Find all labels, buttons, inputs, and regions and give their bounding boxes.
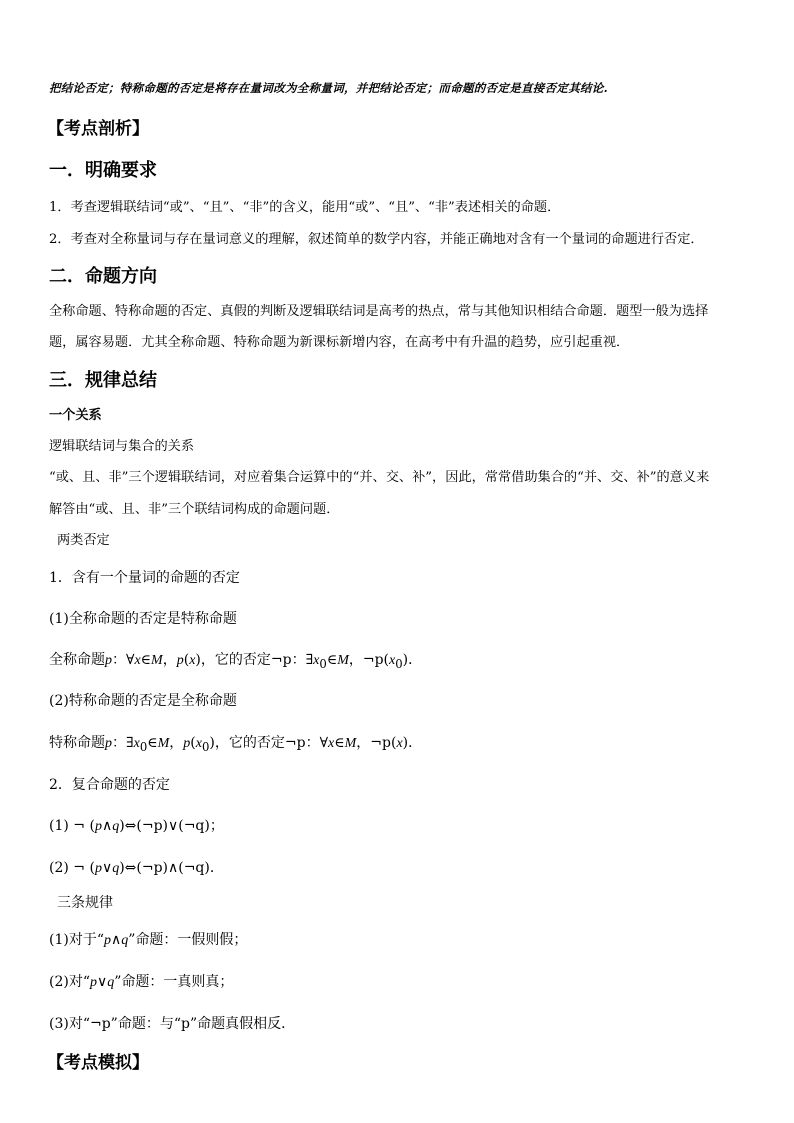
section-analysis-heading: 【考点剖析】 (47, 119, 149, 139)
heading-requirements: 一．明确要求 (49, 160, 157, 181)
negation-1b-title: (2)特称命题的否定是全称命题 (49, 693, 237, 709)
rule-1: (1)对于“p∧q”命题：一假则假； (49, 932, 248, 948)
one-relation-heading: 一个关系 (49, 408, 102, 423)
three-rules-heading: 三条规律 (57, 895, 113, 911)
intro-line: 把结论否定；特称命题的否定是将存在量词改为全称量词，并把结论否定；而命题的否定是直接否定其结论. (49, 81, 608, 95)
requirement-2: 2．考查对全称量词与存在量词意义的理解，叙述简单的数学内容，并能正确地对含有一个量词的命题进行否定． (49, 232, 704, 247)
direction-line-1: 全称命题、特称命题的否定、真假的判断及逻辑联结词是高考的热点，常与其他知识相结合命题．题型一般为选择 (49, 304, 709, 319)
negation-2-title: 2．复合命题的否定 (49, 777, 170, 793)
negation-1-title: 1．含有一个量词的命题的否定 (49, 570, 240, 586)
relation-line-2: 解答由“或、且、非”三个联结词构成的命题问题． (49, 502, 340, 517)
negation-1a-title: (1)全称命题的否定是特称命题 (49, 611, 237, 627)
rule-2: (2)对“p∨q”命题：一真则真； (49, 974, 234, 990)
rule-3: (3)对“¬p”命题：与“p”命题真假相反． (49, 1016, 296, 1032)
negation-2b-formula: (2) ¬ (p∨q)⇔(¬p)∧(¬q)． (49, 860, 224, 876)
two-negations-heading: 两类否定 (57, 533, 110, 548)
negation-1a-formula: 全称命题p：∀x∈M，p(x)，它的否定¬p：$\exists x_0\in M$，$\neg p(x_0)$． (49, 652, 423, 671)
relation-line-1: “或、且、非”三个逻辑联结词，对应着集合运算中的“并、交、补”，因此，常常借助集合的“并、交、补”的意义来 (49, 470, 710, 485)
negation-2a-formula: (1) ¬ (p∧q)⇔(¬p)∨(¬q)； (49, 818, 224, 834)
heading-summary: 三．规律总结 (49, 370, 157, 391)
heading-direction: 二．命题方向 (49, 266, 157, 287)
requirement-1: 1．考查逻辑联结词“或”、“且”、“非”的含义，能用“或”、“且”、“非”表述相关的命题． (49, 200, 561, 215)
section-simulation-heading: 【考点模拟】 (47, 1053, 149, 1073)
negation-1b-formula: 特称命题p：$\exists x_0\in M$，$p(x_0)$，它的否定¬p：∀x∈M，¬p(x)． (49, 735, 423, 754)
direction-line-2: 题，属容易题．尤其全称命题、特称命题为新课标新增内容，在高考中有升温的趋势，应引起重视． (49, 335, 630, 350)
relation-title: 逻辑联结词与集合的关系 (49, 439, 195, 454)
